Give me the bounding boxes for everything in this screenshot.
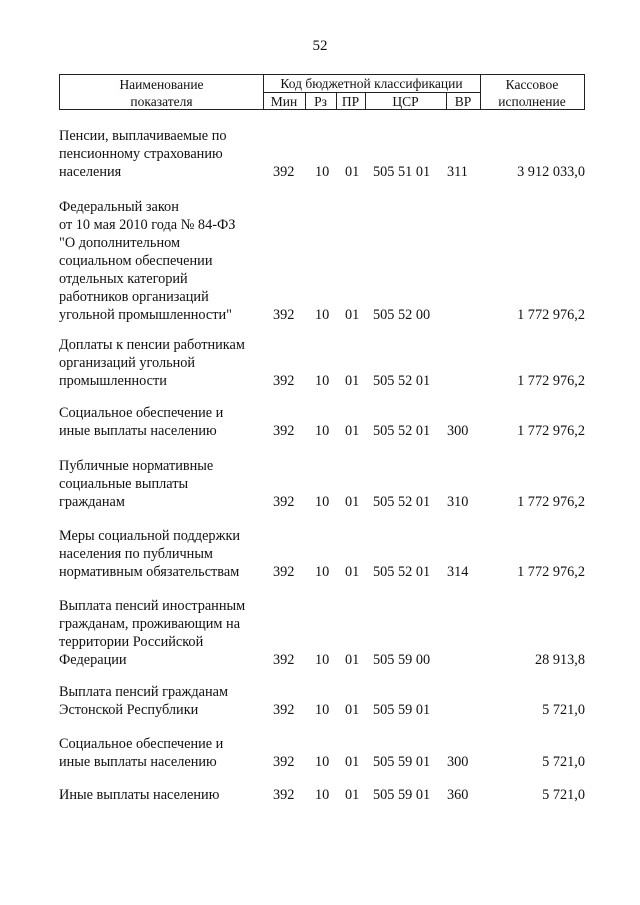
row-name-line: Доплаты к пенсии работникам (59, 337, 245, 353)
table-row (59, 786, 585, 804)
row-rz: 10 (315, 564, 330, 580)
row-name-line: населения (59, 164, 122, 180)
header-col-vr: ВР (454, 94, 472, 109)
row-csr: 505 59 00 (373, 652, 431, 668)
table-row (59, 457, 585, 511)
row-min: 392 (273, 423, 295, 439)
row-name-line: нормативным обязательствам (59, 564, 240, 580)
row-name-line: Социальное обеспечение и (59, 736, 224, 752)
row-amount: 1 772 976,2 (517, 373, 585, 389)
row-amount: 5 721,0 (542, 702, 585, 718)
row-name (59, 735, 264, 771)
row-name-line: угольной промышленности" (59, 307, 233, 323)
row-amount: 1 772 976,2 (517, 494, 585, 510)
row-name-line: работников организаций (59, 289, 209, 305)
table-row (59, 336, 585, 390)
row-vr: 311 (447, 164, 468, 180)
row-vr: 360 (447, 787, 469, 803)
row-csr: 505 59 01 (373, 754, 431, 770)
row-name-line: Федерации (59, 652, 127, 668)
row-name-line: Эстонской Республики (59, 702, 199, 718)
row-csr: 505 52 01 (373, 423, 431, 439)
row-name-line: социальные выплаты (59, 476, 189, 492)
table-header (59, 74, 585, 110)
header-col-csr: ЦСР (392, 94, 419, 109)
row-amount: 1 772 976,2 (517, 423, 585, 439)
row-min: 392 (273, 164, 295, 180)
row-vr: 310 (447, 494, 469, 510)
header-col-rz: Рз (314, 94, 327, 109)
table-row (59, 735, 585, 771)
row-csr: 505 51 01 (373, 164, 431, 180)
row-name (59, 336, 264, 390)
row-csr: 505 52 00 (373, 307, 431, 323)
table-row (59, 683, 585, 719)
row-name-line: промышленности (59, 373, 167, 389)
row-amount: 1 772 976,2 (517, 564, 585, 580)
row-pr: 01 (345, 307, 360, 323)
row-rz: 10 (315, 787, 330, 803)
row-name-line: гражданам, проживающим на (59, 616, 241, 632)
row-name-line: Пенсии, выплачиваемые по (59, 128, 227, 144)
row-amount: 5 721,0 (542, 754, 585, 770)
table-row (59, 127, 585, 181)
header-cash (480, 76, 584, 110)
row-csr: 505 52 01 (373, 564, 431, 580)
header-code-group: Код бюджетной классификации (280, 76, 463, 91)
row-rz: 10 (315, 164, 330, 180)
header-cash-line2: исполнение (498, 94, 566, 109)
table-row (59, 597, 585, 669)
row-csr: 505 52 01 (373, 373, 431, 389)
header-col-pr: ПР (341, 94, 360, 109)
table-row (59, 198, 585, 324)
row-min: 392 (273, 373, 295, 389)
row-pr: 01 (345, 754, 360, 770)
row-name (59, 127, 264, 181)
row-name-line: от 10 мая 2010 года № 84-ФЗ (59, 217, 236, 233)
row-vr: 300 (447, 754, 469, 770)
row-pr: 01 (345, 564, 360, 580)
row-name-line: "О дополнительном (59, 235, 181, 251)
row-csr: 505 59 01 (373, 702, 431, 718)
row-name (59, 404, 264, 440)
row-name-line: иные выплаты населению (59, 754, 217, 770)
row-vr: 314 (447, 564, 469, 580)
row-name-line: Иные выплаты населению (59, 787, 220, 803)
page-number: 52 (312, 38, 328, 54)
table-row (59, 527, 585, 581)
row-name-line: Федеральный закон (59, 199, 179, 215)
row-name-line: Выплата пенсий гражданам (59, 684, 229, 700)
row-rz: 10 (315, 652, 330, 668)
row-csr: 505 52 01 (373, 494, 431, 510)
row-min: 392 (273, 652, 295, 668)
row-pr: 01 (345, 787, 360, 803)
row-min: 392 (273, 702, 295, 718)
row-name-line: гражданам (59, 494, 125, 510)
row-rz: 10 (315, 754, 330, 770)
header-name-line2: показателя (130, 94, 193, 109)
row-name-line: организаций угольной (59, 355, 196, 371)
row-name (59, 457, 264, 511)
header-cash-line1: Кассовое (505, 77, 559, 92)
row-pr: 01 (345, 494, 360, 510)
row-pr: 01 (345, 702, 360, 718)
row-min: 392 (273, 494, 295, 510)
row-rz: 10 (315, 373, 330, 389)
row-name (59, 683, 264, 719)
row-rz: 10 (315, 307, 330, 323)
row-vr: 300 (447, 423, 469, 439)
row-pr: 01 (345, 652, 360, 668)
row-min: 392 (273, 307, 295, 323)
row-amount: 5 721,0 (542, 787, 585, 803)
row-name (59, 597, 264, 669)
row-rz: 10 (315, 494, 330, 510)
row-name-line: социальном обеспечении (59, 253, 213, 269)
row-name-line: Социальное обеспечение и (59, 405, 224, 421)
row-name (59, 527, 264, 581)
header-col-min: Мин (270, 94, 298, 109)
row-amount: 3 912 033,0 (517, 164, 585, 180)
row-min: 392 (273, 564, 295, 580)
row-name (59, 786, 264, 804)
row-csr: 505 59 01 (373, 787, 431, 803)
row-name-line: отдельных категорий (59, 271, 188, 287)
header-name (60, 76, 263, 110)
row-name-line: территории Российской (59, 634, 204, 650)
row-name (59, 198, 264, 324)
row-pr: 01 (345, 164, 360, 180)
row-name-line: иные выплаты населению (59, 423, 217, 439)
header-name-line1: Наименование (119, 77, 204, 92)
row-pr: 01 (345, 373, 360, 389)
row-name-line: населения по публичным (59, 546, 213, 562)
row-rz: 10 (315, 423, 330, 439)
row-name-line: Выплата пенсий иностранным (59, 598, 246, 614)
row-name-line: Публичные нормативные (59, 458, 214, 474)
row-min: 392 (273, 787, 295, 803)
row-pr: 01 (345, 423, 360, 439)
row-name-line: Меры социальной поддержки (59, 528, 241, 544)
row-amount: 1 772 976,2 (517, 307, 585, 323)
row-min: 392 (273, 754, 295, 770)
row-amount: 28 913,8 (534, 652, 585, 668)
row-name-line: пенсионному страхованию (59, 146, 223, 162)
row-rz: 10 (315, 702, 330, 718)
table-row (59, 404, 585, 440)
